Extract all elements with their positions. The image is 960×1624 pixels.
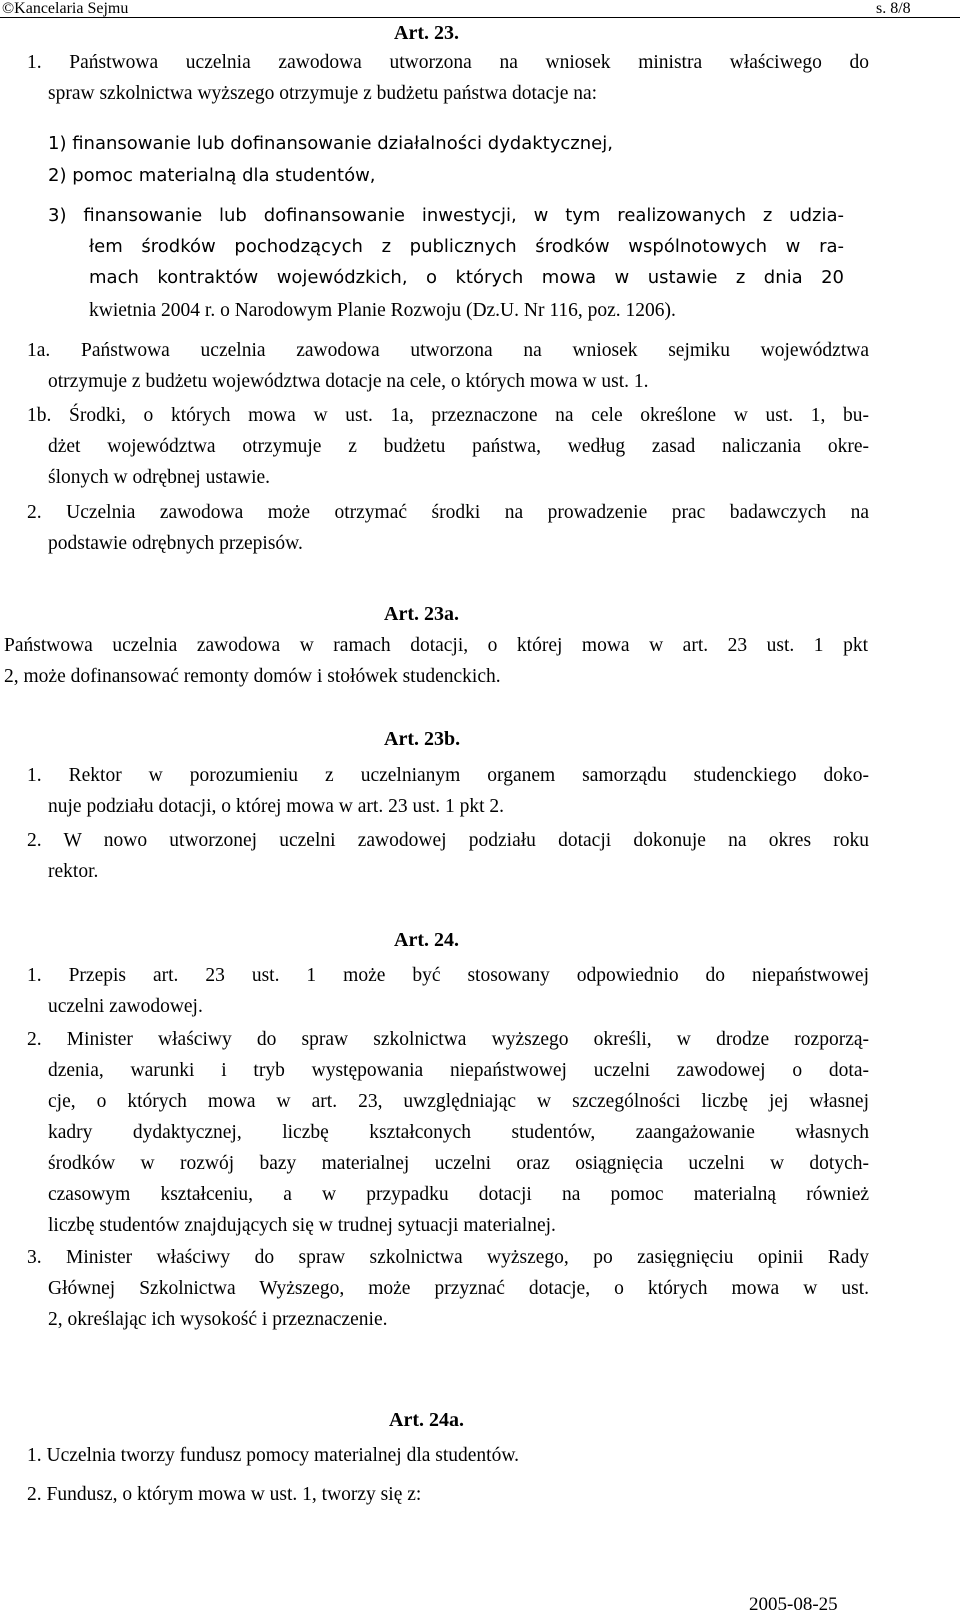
art23a-paragraph: Państwowa uczelnia zawodowa w ramach dotacji, o której mowa w art. 23 ust. 1 pkt 2, może dofinansować remonty domów i stołówek studenckich. bbox=[4, 635, 868, 687]
art23-paragraph-1: 1. Państwowa uczelnia zawodowa utworzona na wniosek ministra właściwego do spraw szkolnictwa wyższego otrzymuje z budżetu państwa dotacje na: bbox=[27, 52, 869, 104]
article-23b-title: Art. 23b. bbox=[384, 728, 461, 750]
header-publisher: ©Kancelaria Sejmu bbox=[2, 0, 129, 17]
footer-date: 2005-08-25 bbox=[749, 1594, 838, 1615]
art23-point-2: 2) pomoc materialną dla studentów, bbox=[48, 165, 376, 186]
art23-point-3: 3) finansowanie lub dofinansowanie inwestycji, w tym realizowanych z udzia- łem środków pochodzących z publicznych środków wspólnotowych w ra- mach kontraktów wojewódzkich, o których mowa w ustawie z dnia 20 bbox=[48, 205, 844, 288]
article-24a-title: Art. 24a. bbox=[389, 1409, 464, 1431]
art24-paragraph-3: 3. Minister właściwy do spraw szkolnictwa wyższego, po zasięgnięciu opinii Rady Głównej Szkolnictwa Wyższego, może przyznać dotacje, o których mowa w ust. 2, określając ich wysokość i przeznaczenie. bbox=[27, 1247, 869, 1330]
art23-paragraph-1b: 1b. Środki, o których mowa w ust. 1a, przeznaczone na cele określone w ust. 1, bu- dżet województwa otrzymuje z budżetu państwa, według zasad naliczania okre- ślonych w odrębnej ustawie. bbox=[27, 405, 869, 488]
article-24-title: Art. 24. bbox=[394, 929, 459, 951]
art24-paragraph-2: 2. Minister właściwy do spraw szkolnictwa wyższego określi, w drodze rozporzą- dzenia, warunki i tryb występowania niepaństwowej uczelni zawodowej o dota- cje, o których mowa w art. 23, uwzględniając w szczególności liczbę jej własnej kadry dydaktycznej, liczbę kształconych studentów, zaangażowanie własnych środków w rozwój bazy materialnej uczelni oraz osiągnięcia uczelni w dotych- czasowym kształceniu, a w przypadku dotacji na pomoc materialną również liczbę studentów znajdujących się w trudnej sytuacji materialnej. bbox=[27, 1029, 869, 1236]
art24a-paragraph-1: 1. Uczelnia tworzy fundusz pomocy materialnej dla studentów. bbox=[27, 1445, 520, 1466]
art24-paragraph-1: 1. Przepis art. 23 ust. 1 może być stosowany odpowiednio do niepaństwowej uczelni zawodowej. bbox=[27, 965, 869, 1017]
article-23-title: Art. 23. bbox=[394, 22, 459, 44]
article-23a-title: Art. 23a. bbox=[384, 603, 459, 625]
art24a-paragraph-2: 2. Fundusz, o którym mowa w ust. 1, tworzy się z: bbox=[27, 1484, 422, 1505]
header-divider bbox=[0, 17, 960, 18]
art23-point-3-last: kwietnia 2004 r. o Narodowym Planie Rozwoju (Dz.U. Nr 116, poz. 1206). bbox=[89, 300, 676, 321]
art23-point-1: 1) finansowanie lub dofinansowanie działalności dydaktycznej, bbox=[48, 133, 613, 154]
art23-paragraph-1a: 1a. Państwowa uczelnia zawodowa utworzona na wniosek sejmiku województwa otrzymuje z budżetu województwa dotacje na cele, o których mowa w ust. 1. bbox=[27, 340, 869, 392]
art23b-paragraph-1: 1. Rektor w porozumieniu z uczelnianym organem samorządu studenckiego doko- nuje podziału dotacji, o której mowa w art. 23 ust. 1 pkt 2. bbox=[27, 765, 869, 817]
header-page-number: s. 8/8 bbox=[876, 0, 911, 17]
art23b-paragraph-2: 2. W nowo utworzonej uczelni zawodowej podziału dotacji dokonuje na okres roku rektor. bbox=[27, 830, 869, 882]
art23-paragraph-2: 2. Uczelnia zawodowa może otrzymać środki na prowadzenie prac badawczych na podstawie odrębnych przepisów. bbox=[27, 502, 869, 554]
